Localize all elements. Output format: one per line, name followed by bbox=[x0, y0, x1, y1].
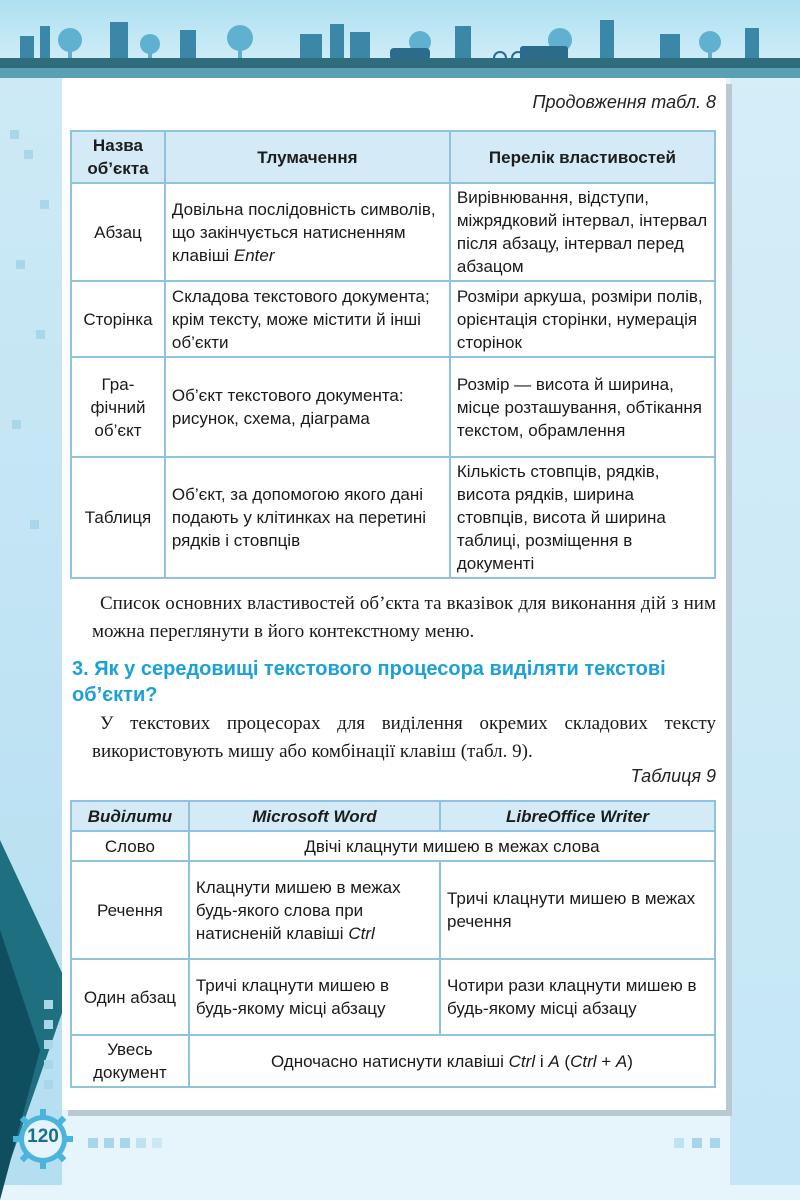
table-row bbox=[71, 831, 715, 861]
column-header-name: Назва об’єкта bbox=[71, 131, 165, 183]
decor-dot bbox=[40, 200, 49, 209]
footer-square bbox=[120, 1138, 130, 1148]
page-number: 120 bbox=[27, 1126, 59, 1147]
decor-dot bbox=[44, 1040, 53, 1049]
decor-dot bbox=[12, 420, 21, 429]
city-skyline-illustration bbox=[0, 0, 800, 78]
decor-dot bbox=[24, 150, 33, 159]
decor-dot bbox=[16, 260, 25, 269]
object-properties: Розміри аркуша, розміри полів, орієнтація сторінки, нумерація сторінок bbox=[450, 281, 715, 357]
page bbox=[62, 78, 726, 1110]
selection-target: Один абзац bbox=[71, 959, 189, 1035]
table-header-row bbox=[71, 131, 715, 183]
table-row bbox=[71, 183, 715, 281]
body-paragraph: Список основних властивостей об’єкта та вказівок для виконання дій з ним можна переглянути в його контекстному меню. bbox=[92, 593, 716, 642]
key-name: Enter bbox=[233, 245, 275, 265]
object-meaning: Складова текстового документа; крім тексту, може містити й інші об’єкти bbox=[165, 281, 450, 357]
decor-dot bbox=[36, 330, 45, 339]
column-header-properties: Перелік властивостей bbox=[450, 131, 715, 183]
object-meaning: Довільна послідовність символів, що закінчується натисненням клавіші Enter bbox=[165, 183, 450, 281]
decor-dot bbox=[44, 1080, 53, 1089]
table-9-caption: Таблиця 9 bbox=[630, 766, 716, 786]
footer-square bbox=[692, 1138, 702, 1148]
footer-square bbox=[88, 1138, 98, 1148]
object-meaning: Об’єкт текстового документа: рисунок, схема, діаграма bbox=[165, 357, 450, 457]
column-header-libreoffice: LibreOffice Writer bbox=[440, 801, 715, 831]
selection-method-both: Двічі клацнути мишею в межах слова bbox=[189, 831, 715, 861]
table-row bbox=[71, 281, 715, 357]
footer-square bbox=[136, 1138, 146, 1148]
city-banner bbox=[0, 0, 800, 78]
right-margin-background bbox=[730, 0, 800, 1185]
table-header-row bbox=[71, 801, 715, 831]
table-row bbox=[71, 357, 715, 457]
table-continuation-caption: Продовження табл. 8 bbox=[532, 92, 716, 112]
column-header-word: Microsoft Word bbox=[189, 801, 440, 831]
table-8 bbox=[70, 130, 716, 579]
footer-square bbox=[674, 1138, 684, 1148]
selection-target: Слово bbox=[71, 831, 189, 861]
footer-square bbox=[104, 1138, 114, 1148]
key-name: Ctrl bbox=[348, 923, 375, 943]
object-name: Таблиця bbox=[71, 457, 165, 578]
table-row bbox=[71, 959, 715, 1035]
section-heading: 3. Як у середовищі текстового процесора виділяти текстові об’єкти? bbox=[72, 658, 666, 706]
object-properties: Вирівнювання, відступи, міжрядковий інтервал, інтервал після абзацу, інтервал перед абзацом bbox=[450, 183, 715, 281]
table-row bbox=[71, 457, 715, 578]
footer-square bbox=[152, 1138, 162, 1148]
selection-target: Увесь документ bbox=[71, 1035, 189, 1087]
object-properties: Розмір — висота й ширина, місце розташування, обтікання текстом, обрамлення bbox=[450, 357, 715, 457]
table-9 bbox=[70, 800, 716, 1088]
object-name: Гра-фічний об’єкт bbox=[71, 357, 165, 457]
object-properties: Кількість стовпців, рядків, висота рядків, ширина стовпців, висота й ширина таблиці, розміщення в документі bbox=[450, 457, 715, 578]
selection-method-word: Клацнути мишею в межах будь-якого слова при натисненій клавіші Ctrl bbox=[189, 861, 440, 959]
table-row bbox=[71, 861, 715, 959]
column-header-select: Виділити bbox=[71, 801, 189, 831]
footer-square bbox=[710, 1138, 720, 1148]
selection-target: Речення bbox=[71, 861, 189, 959]
column-header-meaning: Тлумачення bbox=[165, 131, 450, 183]
selection-method-word: Тричі клацнути мишею в будь-якому місці абзацу bbox=[189, 959, 440, 1035]
table-row bbox=[71, 1035, 715, 1087]
body-paragraph: У текстових процесорах для виділення окремих складових тексту використовують мишу або комбінації клавіш (табл. 9). bbox=[92, 713, 716, 762]
selection-method-libreoffice: Чотири рази клацнути мишею в будь-якому місці абзацу bbox=[440, 959, 715, 1035]
decor-dot bbox=[44, 1060, 53, 1069]
decor-dot bbox=[44, 1020, 53, 1029]
object-name: Абзац bbox=[71, 183, 165, 281]
selection-method-both: Одночасно натиснути клавіші Ctrl і A (Ctrl + A) bbox=[189, 1035, 715, 1087]
decor-dot bbox=[44, 1000, 53, 1009]
selection-method-libreoffice: Тричі клацнути мишею в межах речення bbox=[440, 861, 715, 959]
object-meaning: Об’єкт, за допомогою якого дані подають у клітинках на перетині рядків і стовпців bbox=[165, 457, 450, 578]
decor-dot bbox=[30, 520, 39, 529]
object-name: Сторінка bbox=[71, 281, 165, 357]
decor-dot bbox=[10, 130, 19, 139]
